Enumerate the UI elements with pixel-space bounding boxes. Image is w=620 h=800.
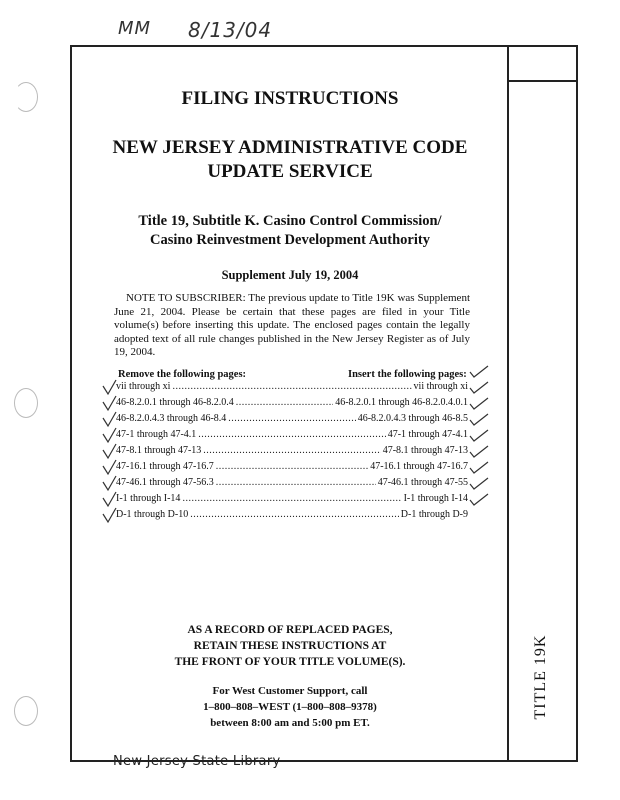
punch-hole-top [14,82,38,112]
record-line1: AS A RECORD OF REPLACED PAGES, [187,624,393,636]
subtitle-line2: Casino Reinvestment Development Authority [150,232,430,248]
record-line2: RETAIN THESE INSTRUCTIONS AT [193,640,387,652]
page-row [116,397,468,411]
insert-pages: 46-8.2.0.4.3 through 46-8.5 [357,413,468,424]
remove-pages: 47-16.1 through 47-16.7 [116,461,214,472]
remove-pages: 46-8.2.0.4.3 through 46-8.4 [116,413,227,424]
page-row [116,445,468,459]
note-to-subscriber: NOTE TO SUBSCRIBER: The previous update to Title 19K was Supplement June 21, 2004. Please be certain that these pages are filed in your Title volume(s) before inserting this update. The enclosed pages contain the legally adopted text of all rule changes published in the New Jersey Register as of July 19, 2004. [114,292,470,359]
insert-pages: vii through xi [413,381,468,392]
insert-pages: 46-8.2.0.1 through 46-8.2.0.4.0.1 [335,397,468,408]
page-row [116,493,468,507]
insert-pages: I-1 through I-14 [403,493,468,504]
insert-pages: 47-1 through 47-4.1 [387,429,468,440]
support-phone: 1–800–808–WEST (1–800–808–9378) [203,701,377,713]
insert-pages: 47-46.1 through 47-55 [377,477,468,488]
handwritten-initials: MM [118,18,152,39]
code-title-line1: NEW JERSEY ADMINISTRATIVE CODE [112,137,468,158]
tab-top-rule [507,80,578,82]
record-line3: THE FRONT OF YOUR TITLE VOLUME(S). [174,656,406,668]
insert-pages: D-1 through D-9 [400,509,468,520]
page-row [116,381,468,395]
punch-hole-bottom [14,696,38,726]
page-row [116,413,468,427]
code-title-line2: UPDATE SERVICE [207,161,373,182]
remove-pages: 46-8.2.0.1 through 46-8.2.0.4 [116,397,234,408]
insert-column-header: Insert the following pages: [348,369,467,380]
handwritten-date: 8/13/04 [188,18,273,42]
subtitle-line1: Title 19, Subtitle K. Casino Control Commission/ [138,213,442,229]
left-checkmarks-icon [100,378,120,528]
remove-pages: vii through xi [116,381,171,392]
page-row [116,429,468,443]
filing-instructions-title: FILING INSTRUCTIONS [181,88,399,109]
title-tab-label: TITLE 19K [532,634,549,720]
page-row [116,477,468,491]
page-row [116,509,468,523]
remove-pages: D-1 through D-10 [116,509,189,520]
supplement-date: Supplement July 19, 2004 [221,268,359,282]
remove-pages: 47-1 through 47-4.1 [116,429,197,440]
insert-pages: 47-8.1 through 47-13 [382,445,468,456]
remove-pages: 47-46.1 through 47-56.3 [116,477,214,488]
remove-column-header: Remove the following pages: [118,369,247,380]
library-stamp: New Jersey State Library [113,754,281,769]
support-line1: For West Customer Support, call [212,685,368,697]
support-hours: between 8:00 am and 5:00 pm ET. [210,717,370,729]
insert-pages: 47-16.1 through 47-16.7 [370,461,468,472]
remove-pages: I-1 through I-14 [116,493,181,504]
remove-pages: 47-8.1 through 47-13 [116,445,202,456]
right-checkmarks-icon [466,362,492,512]
page-row [116,461,468,475]
punch-hole-middle [14,388,38,418]
